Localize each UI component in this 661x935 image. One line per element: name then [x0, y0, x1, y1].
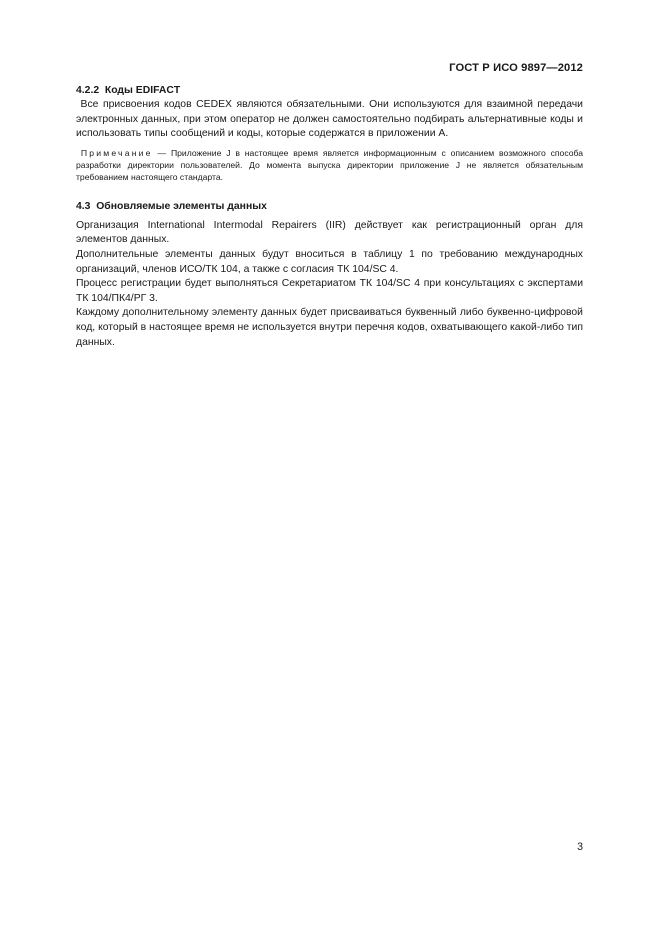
section-4-3-heading: 4.3 Обновляемые элементы данных: [76, 200, 267, 212]
section-4-3-paragraph-1: Организация International Intermodal Repairers (IIR) действует как регистрационный орган для элементов данных.: [76, 219, 583, 246]
section-4-3-paragraph-2: Дополнительные элементы данных будут вноситься в таблицу 1 по требованию международных организаций, членов ИСО/ТК 104, а также с согласия ТК 104/SC 4.: [76, 248, 583, 275]
note-label: Примечание: [80, 147, 153, 158]
section-4-3-paragraph-3: Процесс регистрации будет выполняться Секретариатом ТК 104/SC 4 при консультациях с экспертами ТК 104/ПК4/РГ 3.: [76, 278, 583, 304]
page-number: 3: [577, 841, 583, 853]
section-4-2-2-note: [76, 147, 583, 183]
section-4-2-2-paragraph: [76, 98, 583, 142]
standard-header: ГОСТ Р ИСО 9897—2012: [449, 62, 583, 74]
document-body: [76, 84, 583, 350]
section-4-2-2-text: Все присвоения кодов CEDEX являются обязательными. Они используются для взаимной передачи электронных данных, при этом оператор не должен самостоятельно подбирать альтернативные коды и использовать типы сообщений и коды, которые содержатся в приложении А.: [76, 99, 583, 140]
section-spacer: [76, 183, 583, 200]
note-text: — Приложение J в настоящее время является информационным с описанием возможного способа разработки директории пользователей. До момента выпуска директории приложение J не является обязательным требованием настоящего стандарта.: [76, 147, 584, 182]
section-4-2-2-heading: 4.2.2 Коды EDIFACT: [76, 85, 181, 96]
section-4-3-paragraph-4: Каждому дополнительному элементу данных будет присваиваться буквенный либо буквенно-цифровой код, который в настоящее время не используется внутри перечня кодов, охватывающего какой-либо тип данных.: [76, 307, 583, 348]
